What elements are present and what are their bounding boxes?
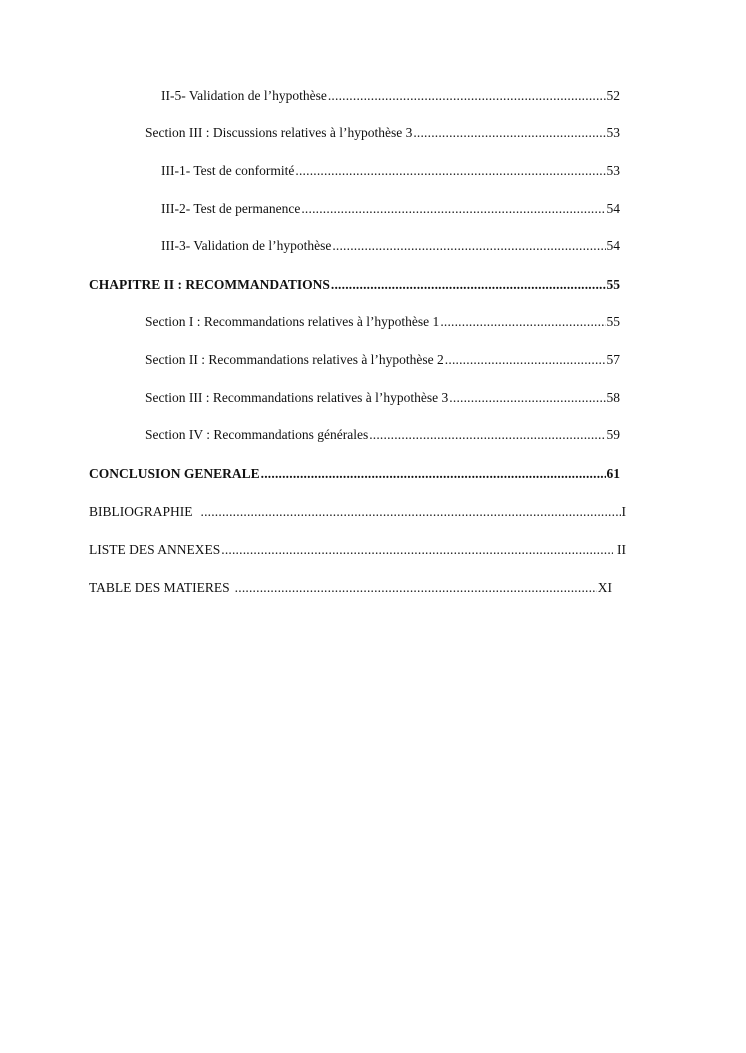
toc-entry-page: 54 (606, 238, 620, 253)
toc-entry-page: 53 (606, 125, 620, 140)
toc-entry-page: 57 (606, 352, 620, 367)
toc-entry-label: Section I : Recommandations relatives à l’hypothèse 1 (145, 314, 440, 329)
toc-entry-table-des-matieres (89, 579, 612, 597)
toc-entry-section-iv-recommandations (145, 426, 620, 444)
toc-leader-dots (331, 276, 606, 294)
toc-entry-page: 59 (606, 427, 620, 442)
toc-entry-label: Section III : Recommandations relatives à l’hypothèse 3 (145, 390, 449, 405)
toc-entry-label: LISTE DES ANNEXES (89, 542, 221, 557)
toc-leader-dots (328, 87, 606, 105)
toc-entry-liste-des-annexes (89, 541, 626, 559)
toc-entry-label: Section III : Discussions relatives à l’hypothèse 3 (145, 125, 413, 140)
toc-entry-section-iii-discussions (145, 124, 620, 142)
toc-entry-iii-3-validation (161, 237, 620, 255)
toc-leader-dots (449, 389, 605, 407)
toc-entry-label: Section IV : Recommandations générales (145, 427, 369, 442)
toc-entry-label: TABLE DES MATIERES (89, 580, 230, 595)
toc-leader-dots (261, 465, 606, 483)
toc-leader-dots (413, 124, 605, 142)
toc-entry-ii-5-validation (161, 87, 620, 105)
toc-leader-dots (201, 503, 621, 521)
toc-entry-iii-1-test-conformite (161, 162, 620, 180)
toc-entry-label: CHAPITRE II : RECOMMANDATIONS (89, 277, 330, 292)
toc-leader-dots (235, 579, 597, 597)
toc-entry-page: 52 (606, 88, 620, 103)
toc-entry-bibliographie (89, 503, 626, 521)
toc-entry-label: CONCLUSION GENERALE (89, 466, 260, 481)
toc-entry-label: BIBLIOGRAPHIE (89, 504, 193, 519)
toc-entry-label: III-3- Validation de l’hypothèse (161, 238, 332, 253)
toc-leader-dots (295, 162, 605, 180)
toc-entry-label: II-5- Validation de l’hypothèse (161, 88, 327, 103)
toc-entry-page: XI (597, 580, 612, 595)
toc-entry-page: 54 (606, 201, 620, 216)
toc-entry-page: II (617, 542, 626, 557)
toc-leader-dots (440, 313, 605, 331)
toc-leader-dots (369, 426, 605, 444)
toc-entry-label: Section II : Recommandations relatives à l’hypothèse 2 (145, 352, 444, 367)
toc-entry-page: 58 (606, 390, 620, 405)
toc-leader-dots (445, 351, 606, 369)
toc-entry-label: III-1- Test de conformité (161, 163, 295, 178)
toc-entry-section-ii-recommandations (145, 351, 620, 369)
toc-entry-chapitre-ii (89, 276, 620, 294)
toc-entry-conclusion-generale (89, 465, 620, 483)
toc-entry-label: III-2- Test de permanence (161, 201, 301, 216)
toc-entry-page: 55 (606, 277, 620, 292)
toc-entry-iii-2-test-permanence (161, 200, 620, 218)
toc-entry-page: 61 (606, 466, 620, 481)
toc-leader-dots (332, 237, 605, 255)
toc-entry-page: 53 (606, 163, 620, 178)
toc-leader-dots (301, 200, 605, 218)
toc-entry-page: 55 (606, 314, 620, 329)
toc-entry-page: I (621, 504, 626, 519)
toc-entry-section-iii-recommandations (145, 389, 620, 407)
toc-leader-dots (221, 541, 613, 559)
toc-entry-section-i-recommandations (145, 313, 620, 331)
